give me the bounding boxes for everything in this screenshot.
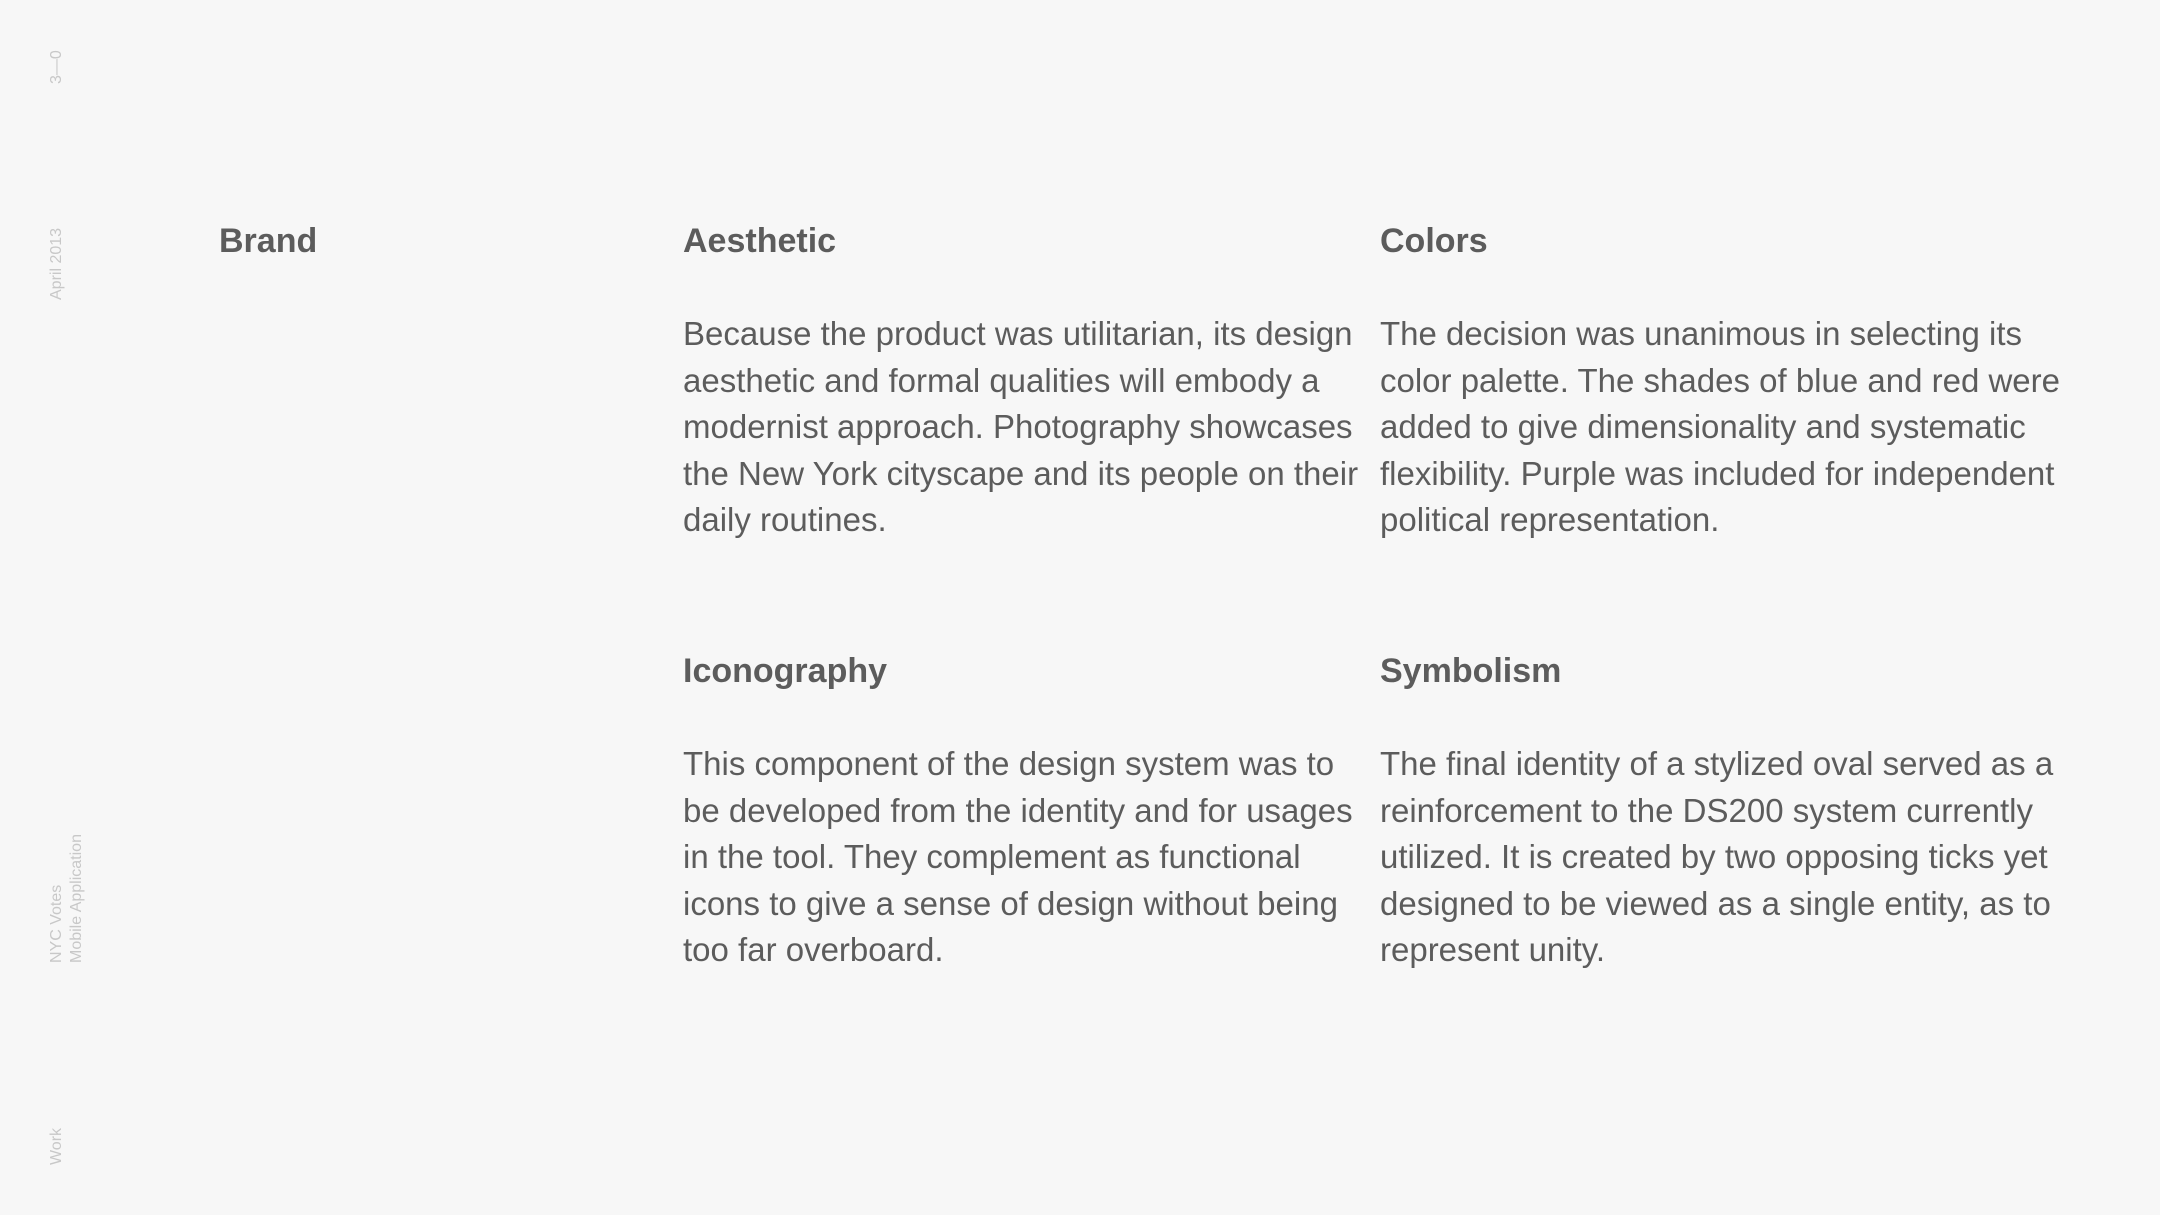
aesthetic-heading: Aesthetic: [683, 222, 837, 260]
iconography-heading: Iconography: [683, 652, 888, 690]
section-title: Brand: [219, 222, 318, 260]
page-number: 3—0: [48, 50, 65, 84]
colors-section: [1380, 219, 2070, 544]
work-nav-label: Work: [48, 1127, 65, 1165]
aesthetic-section: [683, 219, 1373, 544]
project-name: NYC Votes: [48, 884, 65, 963]
colors-body: The decision was unanimous in selecting its color palette. The shades of blue and red were added to give dimensionality and systematic flexibility. Purple was included for independent political representation.: [1380, 315, 2060, 538]
symbolism-body: The final identity of a stylized oval served as a reinforcement to the DS200 system currently utilized. It is created by two opposing ticks yet designed to be viewed as a single entity, as to represent unity.: [1380, 745, 2054, 968]
colors-heading: Colors: [1380, 222, 1488, 260]
iconography-section: [683, 649, 1373, 974]
project-type: Mobile Application: [68, 834, 85, 963]
iconography-body: This component of the design system was to be developed from the identity and for usages in the tool. They complement as functional icons to give a sense of design without being too far overboard.: [683, 745, 1353, 968]
symbolism-section: [1380, 649, 2070, 974]
aesthetic-body: Because the product was utilitarian, its design aesthetic and formal qualities will embody a modernist approach. Photography showcases the New York cityscape and its people on their daily routines.: [683, 315, 1359, 538]
project-label: [47, 834, 87, 963]
symbolism-heading: Symbolism: [1380, 652, 1562, 690]
date-label: April 2013: [48, 227, 65, 300]
